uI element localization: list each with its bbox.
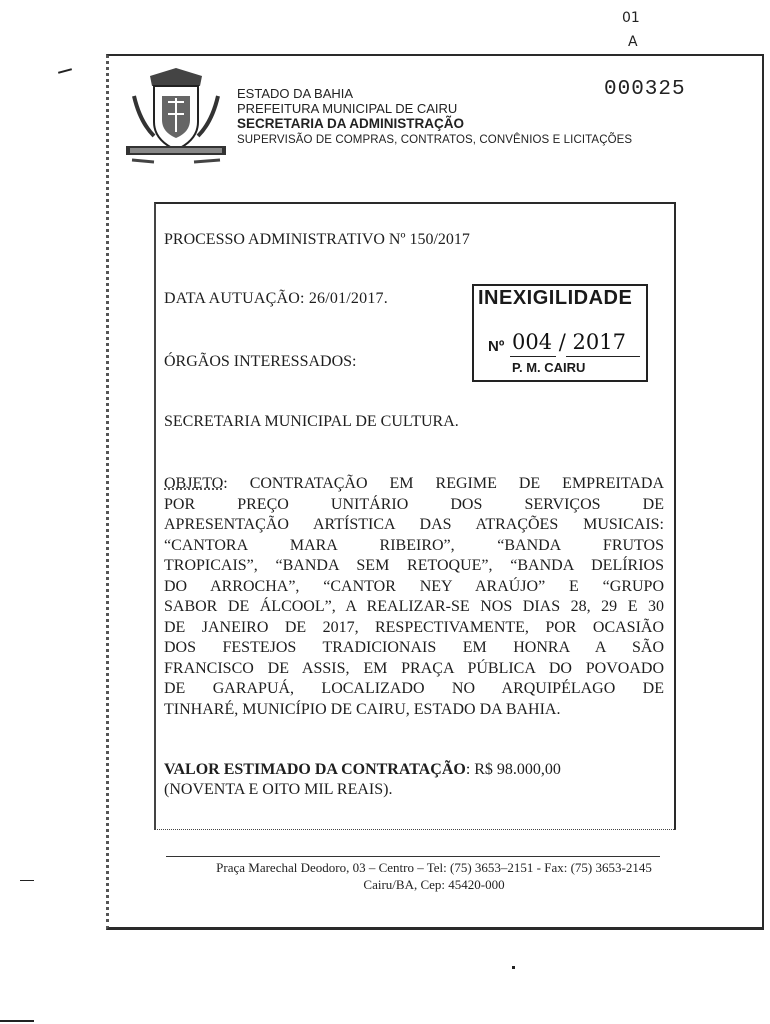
footer-city-zip: Cairu/BA, Cep: 45420-000: [363, 877, 505, 892]
object-line: TINHARÉ, MUNICÍPIO DE CAIRU, ESTADO DA BAHIA.: [164, 700, 561, 718]
object-line: POR PREÇO UNITÁRIO DOS SERVIÇOS DE: [164, 495, 664, 513]
header-division: SUPERVISÃO DE COMPRAS, CONTRATOS, CONVÊNIOS E LICITAÇÕES: [237, 134, 633, 146]
object-line: TROPICAIS”, “BANDA SEM RETOQUE”, “BANDA DELÍRIOS: [164, 557, 664, 574]
date-line: DATA AUTUAÇÃO: 26/01/2017.: [164, 290, 388, 307]
stamp-handwritten-number: 004 / 2017: [512, 330, 626, 354]
estimated-value: [164, 760, 664, 800]
value-label: VALOR ESTIMADO DA CONTRATAÇÃO: [164, 761, 466, 778]
value-line: [164, 760, 664, 780]
object-line: DOS FESTEJOS TRADICIONAIS EM HONRA A SÃO: [164, 639, 664, 656]
scan-mark: [58, 68, 72, 74]
object-line: “CANTORA MARA RIBEIRO”, “BANDA FRUTOS: [164, 536, 664, 554]
stamp-issuer: P. M. CAIRU: [512, 360, 586, 375]
header-state: ESTADO DA BAHIA: [237, 86, 354, 101]
organs-label: ÓRGÃOS INTERESSADOS:: [164, 353, 357, 370]
object-line: DE JANEIRO DE 2017, RESPECTIVAMENTE, POR OCASIÃO: [164, 618, 664, 636]
interested-organ: SECRETARIA MUNICIPAL DE CULTURA.: [164, 413, 459, 430]
value-in-words: (NOVENTA E OITO MIL REAIS).: [164, 781, 393, 798]
page-number: 000325: [604, 78, 686, 101]
footer-rule: [166, 856, 660, 857]
header-city-hall: PREFEITURA MUNICIPAL DE CAIRU: [237, 101, 458, 116]
municipal-crest-icon: [124, 66, 228, 174]
process-title: PROCESSO ADMINISTRATIVO Nº 150/2017: [164, 231, 470, 248]
value-amount: : R$ 98.000,00: [465, 761, 561, 778]
object-line: OBJETO: CONTRATAÇÃO EM REGIME DE EMPREITADA: [164, 475, 664, 492]
header-department: SECRETARIA DA ADMINISTRAÇÃO: [237, 116, 464, 131]
footer-address: Praça Marechal Deodoro, 03 – Centro – Tel: (75) 3653–2151 - Fax: (75) 3653-2145: [216, 860, 652, 875]
scan-mark: [512, 966, 515, 969]
object-line: SABOR DE ÁLCOOL”, A REALIZAR-SE NOS DIAS 28, 29 E 30: [164, 598, 664, 615]
content-box-bottom-rule: [154, 829, 676, 830]
stamp-title: INEXIGILIDADE: [478, 287, 633, 309]
object-label: OBJETO: [164, 475, 224, 492]
handwritten-page-mark: 01: [622, 10, 640, 26]
object-line: APRESENTAÇÃO ARTÍSTICA DAS ATRAÇÕES MUSICAIS:: [164, 516, 664, 533]
stamp-number-label: Nº: [488, 338, 505, 355]
object-paragraph: [164, 474, 664, 720]
handwritten-page-letter: A: [628, 34, 638, 50]
scan-mark: [0, 1020, 34, 1022]
stamp-number-underline: [510, 356, 556, 357]
object-line: FRANCISCO DE ASSIS, EM PRAÇA PÚBLICA DO POVOADO: [164, 659, 664, 677]
object-line: DE GARAPUÁ, LOCALIZADO NO ARQUIPÉLAGO DE: [164, 680, 664, 697]
stamp-year-underline: [566, 356, 640, 357]
object-line: DO ARROCHA”, “CANTOR NEY ARAÚJO” E “GRUPO: [164, 577, 664, 595]
scan-mark: [20, 880, 34, 881]
